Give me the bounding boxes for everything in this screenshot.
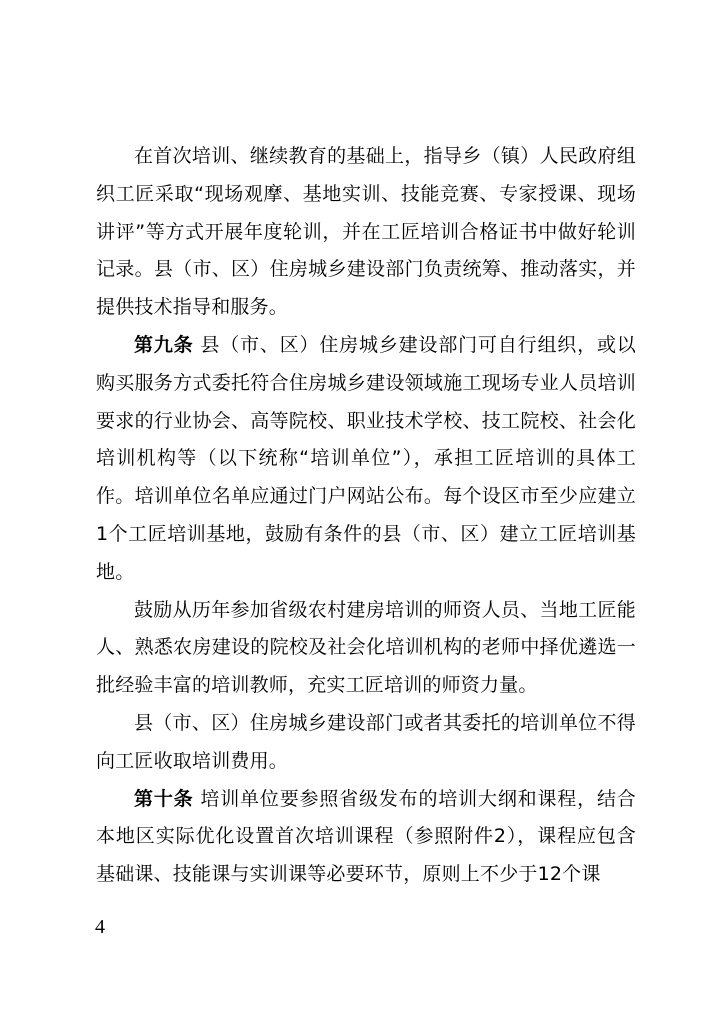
- paragraph-text: 县（市、区）住房城乡建设部门或者其委托的培训单位不得向工匠收取培训费用。: [96, 711, 636, 772]
- paragraph-text: 在首次培训、继续教育的基础上，指导乡（镇）人民政府组织工匠采取“现场观摩、基地实训、技能竞赛、专家授课、现场讲评”等方式开展年度轮训，并在工匠培训合格证书中做好轮训记录。县（市、区）住房城乡建设部门负责统筹、推动落实，并提供技术指导和服务。: [96, 145, 636, 319]
- article-heading: 第九条: [134, 333, 194, 356]
- page-number: 4: [95, 916, 105, 938]
- paragraph-article-9: [96, 327, 636, 592]
- paragraph-text: 鼓励从历年参加省级农村建房培训的师资人员、当地工匠能人、熟悉农房建设的院校及社会化培训机构的老师中择优遴选一批经验丰富的培训教师，充实工匠培训的师资力量。: [96, 598, 636, 697]
- paragraph-text: 县（市、区）住房城乡建设部门可自行组织，或以购买服务方式委托符合住房城乡建设领域施工现场专业人员培训要求的行业协会、高等院校、职业技术学校、技工院校、社会化培训机构等（以下统称“培训单位”），承担工匠培训的具体工作。培训单位名单应通过门户网站公布。每个设区市至少应建立1个工匠培训基地，鼓励有条件的县（市、区）建立工匠培训基地。: [96, 333, 636, 583]
- article-heading: 第十条: [134, 787, 194, 810]
- paragraph-free-training: [96, 705, 636, 781]
- paragraph-article-10: [96, 781, 636, 894]
- paragraph-annual-rotation: [96, 138, 636, 327]
- document-body: [96, 138, 636, 894]
- paragraph-teacher-selection: [96, 592, 636, 705]
- paragraph-text: 培训单位要参照省级发布的培训大纲和课程，结合本地区实际优化设置首次培训课程（参照附件2），课程应包含基础课、技能课与实训课等必要环节，原则上不少于12个课: [96, 787, 636, 886]
